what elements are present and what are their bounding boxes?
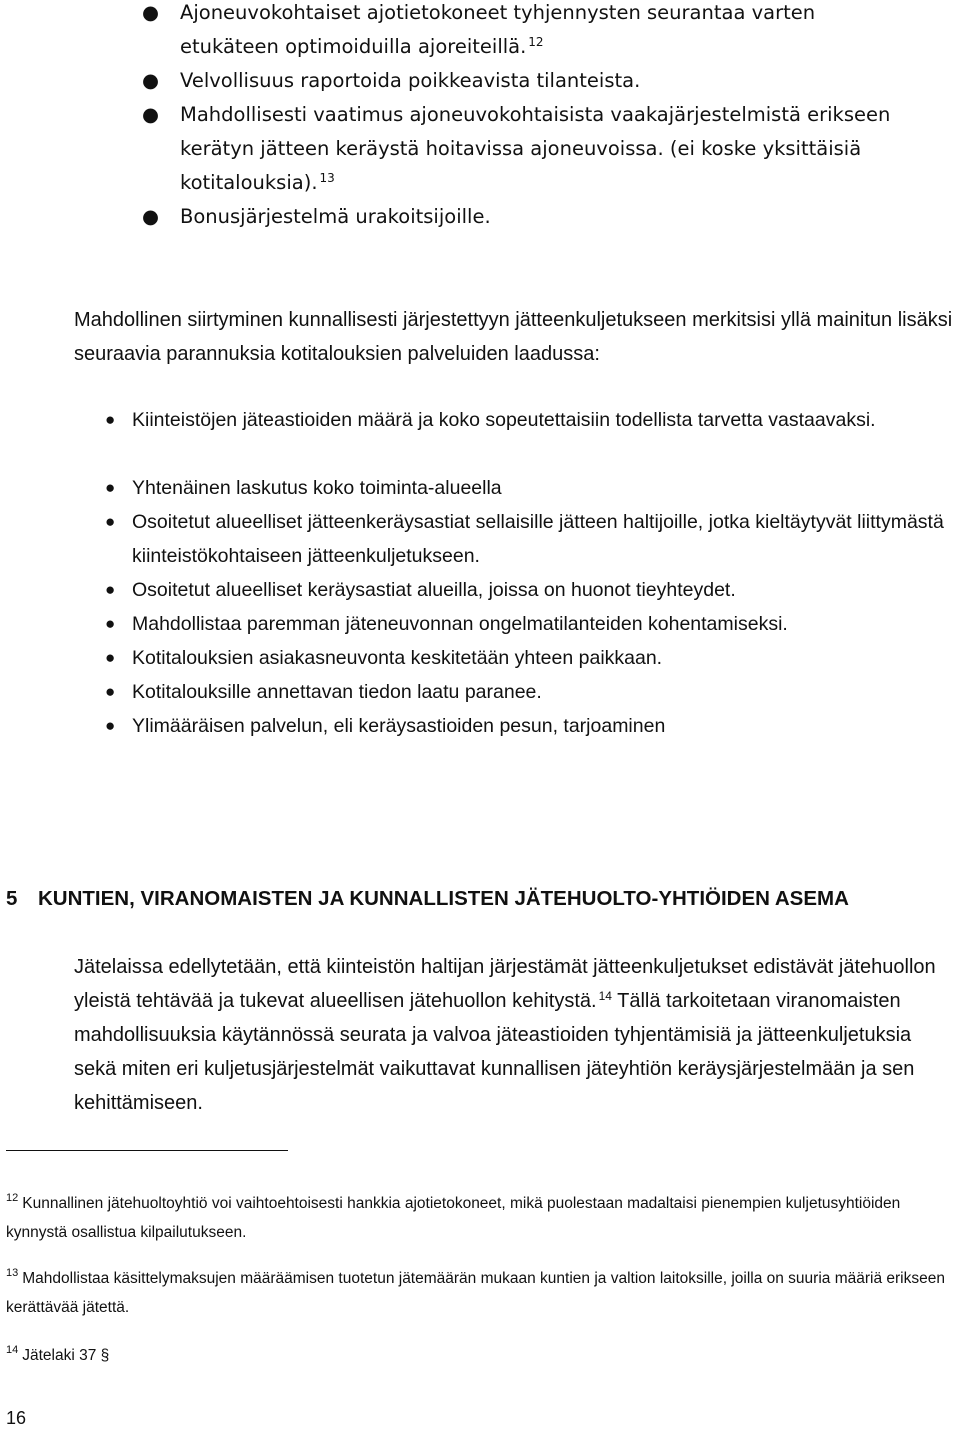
bullet-icon: ● — [105, 614, 116, 633]
footnote-separator — [6, 1150, 288, 1151]
page-number: 16 — [6, 1408, 27, 1428]
list-item: ● Kotitalouksien asiakasneuvonta keskitetään yhteen paikkaan. — [132, 641, 960, 675]
section-title: KUNTIEN, VIRANOMAISTEN JA KUNNALLISTEN JÄTEHUOLTO-YHTIÖIDEN ASEMA — [38, 887, 849, 910]
list-item: ● Bonusjärjestelmä urakoitsijoille. — [180, 200, 920, 234]
bullet-icon: ● — [105, 716, 116, 735]
bullet-icon: ● — [105, 478, 116, 497]
bullet-icon: ● — [105, 648, 116, 667]
bullet-icon: ● — [142, 69, 160, 92]
footnote-ref[interactable]: 12 — [528, 35, 544, 49]
list-item: ● Mahdollistaa paremman jäteneuvonnan ongelmatilanteiden kohentamiseksi. — [132, 607, 960, 641]
list-item: ● Ylimääräisen palvelun, eli keräysastioiden pesun, tarjoaminen — [132, 709, 960, 743]
list-item: ● Yhtenäinen laskutus koko toiminta-alueella — [132, 471, 960, 505]
bullet-icon: ● — [142, 1, 160, 24]
list-item: ● Mahdollisesti vaatimus ajoneuvokohtaisista vaakajärjestelmistä erikseen kerätyn jätteen keräystä hoitavissa ajoneuvoissa. (ei koske yksittäisiä kotitalouksia). $^{13}$ — [180, 98, 920, 200]
bullet-icon: ● — [142, 103, 160, 126]
footnote-13: $^{13}$ Mahdollistaa käsittelymaksujen määräämisen tuotetun jätemäärän mukaan kuntien ja valtion laitoksille, joilla on suuria määriä erikseen kerättävää jätettä. — [6, 1267, 945, 1316]
footnote-ref[interactable]: 14 — [598, 989, 612, 1003]
list-item: ● Kiinteistöjen jäteastioiden määrä ja koko sopeutettaisiin todellista tarvetta vastaavaksi. — [132, 403, 892, 437]
bullet-icon: ● — [142, 205, 160, 228]
list-item: ● Osoitetut alueelliset keräysastiat alueilla, joissa on huonot tieyhteydet. — [132, 573, 960, 607]
intro-paragraph: Mahdollinen siirtyminen kunnallisesti järjestettyyn jätteenkuljetukseen merkitsisi yllä mainitun lisäksi seuraavia parannuksia kotitalouksien palveluiden laadussa: — [74, 309, 953, 365]
bullet-icon: ● — [105, 410, 116, 429]
footnote-ref[interactable]: 13 — [319, 171, 335, 185]
list-item: ● Osoitetut alueelliset jätteenkeräysastiat sellaisille jätteen haltijoille, jotka kieltäytyvät liittymästä kiinteistökohtaiseen jätteenkuljetukseen. — [132, 505, 960, 573]
bullet-icon: ● — [105, 512, 116, 531]
list-item: ● Velvollisuus raportoida poikkeavista tilanteista. — [180, 64, 920, 98]
section-number: 5 — [6, 887, 18, 910]
bullet-icon: ● — [105, 580, 116, 599]
bullet-icon: ● — [105, 682, 116, 701]
section-heading — [6, 884, 849, 914]
footnote-12: $^{12}$ Kunnallinen jätehuoltoyhtiö voi vaihtoehtoisesti hankkia ajotietokoneet, mikä puolestaan madaltaisi pienempien kuljetusyhtiöiden kynnystä osallistua kilpailutukseen. — [6, 1192, 901, 1241]
list-item: ● Kotitalouksille annettavan tiedon laatu paranee. — [132, 675, 960, 709]
footnote-14: $^{14}$ Jätelaki 37 § — [6, 1344, 110, 1364]
section-paragraph: Jätelaissa edellytetään, että kiinteistön haltijan järjestämät jätteenkuljetukset edistävät jätehuollon yleistä tehtävää ja tukevat alueellisen jätehuollon kehitystä. $^{14}$ Tällä tarkoitetaan viranomaisten mahdollisuuksia käytännössä seurata ja valvoa jäteastioiden tyhjentämisiä ja jätteenkuljetuksia sekä miten eri kuljetusjärjestelmät vaikuttavat kunnallisen jäteyhtiön keräysjärjestelmään ja sen kehittämiseen. — [74, 956, 936, 1114]
list-item: ● Ajoneuvokohtaiset ajotietokoneet tyhjennysten seurantaa varten etukäteen optimoiduilla ajoreiteillä. $^{12}$ — [180, 0, 920, 64]
